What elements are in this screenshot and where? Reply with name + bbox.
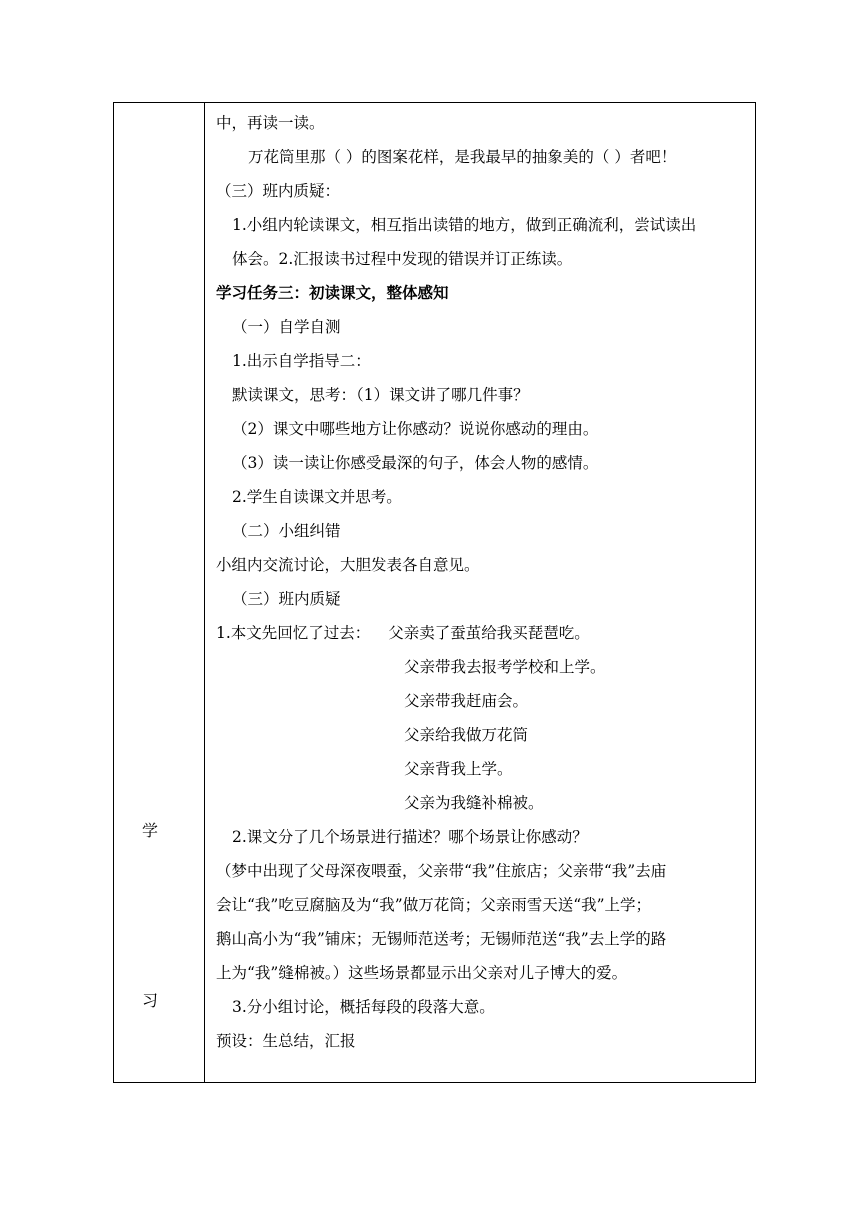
text-line: 体会。2.汇报读书过程中发现的错误并订正练读。 <box>232 250 573 268</box>
text-line: 小组内交流讨论，大胆发表各自意见。 <box>216 556 480 574</box>
text-line: 上为“我”缝棉被。）这些场景都显示出父亲对儿子博大的爱。 <box>216 964 628 982</box>
left-column-char-xue: 学 <box>142 821 159 840</box>
left-column-char-xi: 习 <box>142 991 159 1010</box>
text-line: 预设：生总结，汇报 <box>216 1032 356 1050</box>
text-line: 2.学生自读课文并思考。 <box>232 488 402 506</box>
recall-item: 父亲为我缝补棉被。 <box>404 794 544 812</box>
section-heading: （三）班内质疑： <box>216 182 341 200</box>
recall-item: 父亲带我赶庙会。 <box>404 692 529 710</box>
section-heading: （二）小组纠错 <box>232 522 341 540</box>
text-line: 1.小组内轮读课文，相互指出读错的地方，做到正确流利，尝试读出 <box>232 216 697 234</box>
text-line: （2）课文中哪些地方让你感动？说说你感动的理由。 <box>232 420 599 438</box>
text-line: 中，再读一读。 <box>216 114 325 132</box>
recall-item: 父亲背我上学。 <box>404 760 513 778</box>
recall-item: 父亲带我去报考学校和上学。 <box>404 658 606 676</box>
text-line: （梦中出现了父母深夜喂蚕，父亲带“我”住旅店；父亲带“我”去庙 <box>216 862 667 880</box>
recall-item: 父亲给我做万花筒 <box>404 726 529 744</box>
text-line: 默读课文，思考：（1）课文讲了哪几件事？ <box>232 386 529 404</box>
recall-item: 父亲卖了蚕茧给我买琵琶吃。 <box>388 624 590 642</box>
text-line: 会让“我”吃豆腐脑及为“我”做万花筒；父亲雨雪天送“我”上学； <box>216 896 652 914</box>
text-line: 万花筒里那（ ）的图案花样，是我最早的抽象美的（ ）者吧！ <box>248 148 677 166</box>
text-line: （3）读一读让你感受最深的句子，体会人物的感情。 <box>232 454 599 472</box>
lesson-table <box>113 102 756 1083</box>
content-cell <box>216 106 756 1058</box>
text-line: 3.分小组讨论，概括每段的段落大意。 <box>232 998 495 1016</box>
column-divider <box>204 103 205 1082</box>
text-line: 2.课文分了几个场景进行描述？哪个场景让你感动？ <box>232 828 588 846</box>
section-heading: （一）自学自测 <box>232 318 341 336</box>
text-line <box>216 616 756 650</box>
recall-intro: 1.本文先回忆了过去： <box>216 624 371 642</box>
task-heading: 学习任务三：初读课文，整体感知 <box>216 283 449 302</box>
text-line: 1.出示自学指导二： <box>232 352 371 370</box>
section-heading: （三）班内质疑 <box>232 590 341 608</box>
text-line: 鹅山高小为“我”铺床；无锡师范送考；无锡师范送“我”去上学的路 <box>216 930 667 948</box>
